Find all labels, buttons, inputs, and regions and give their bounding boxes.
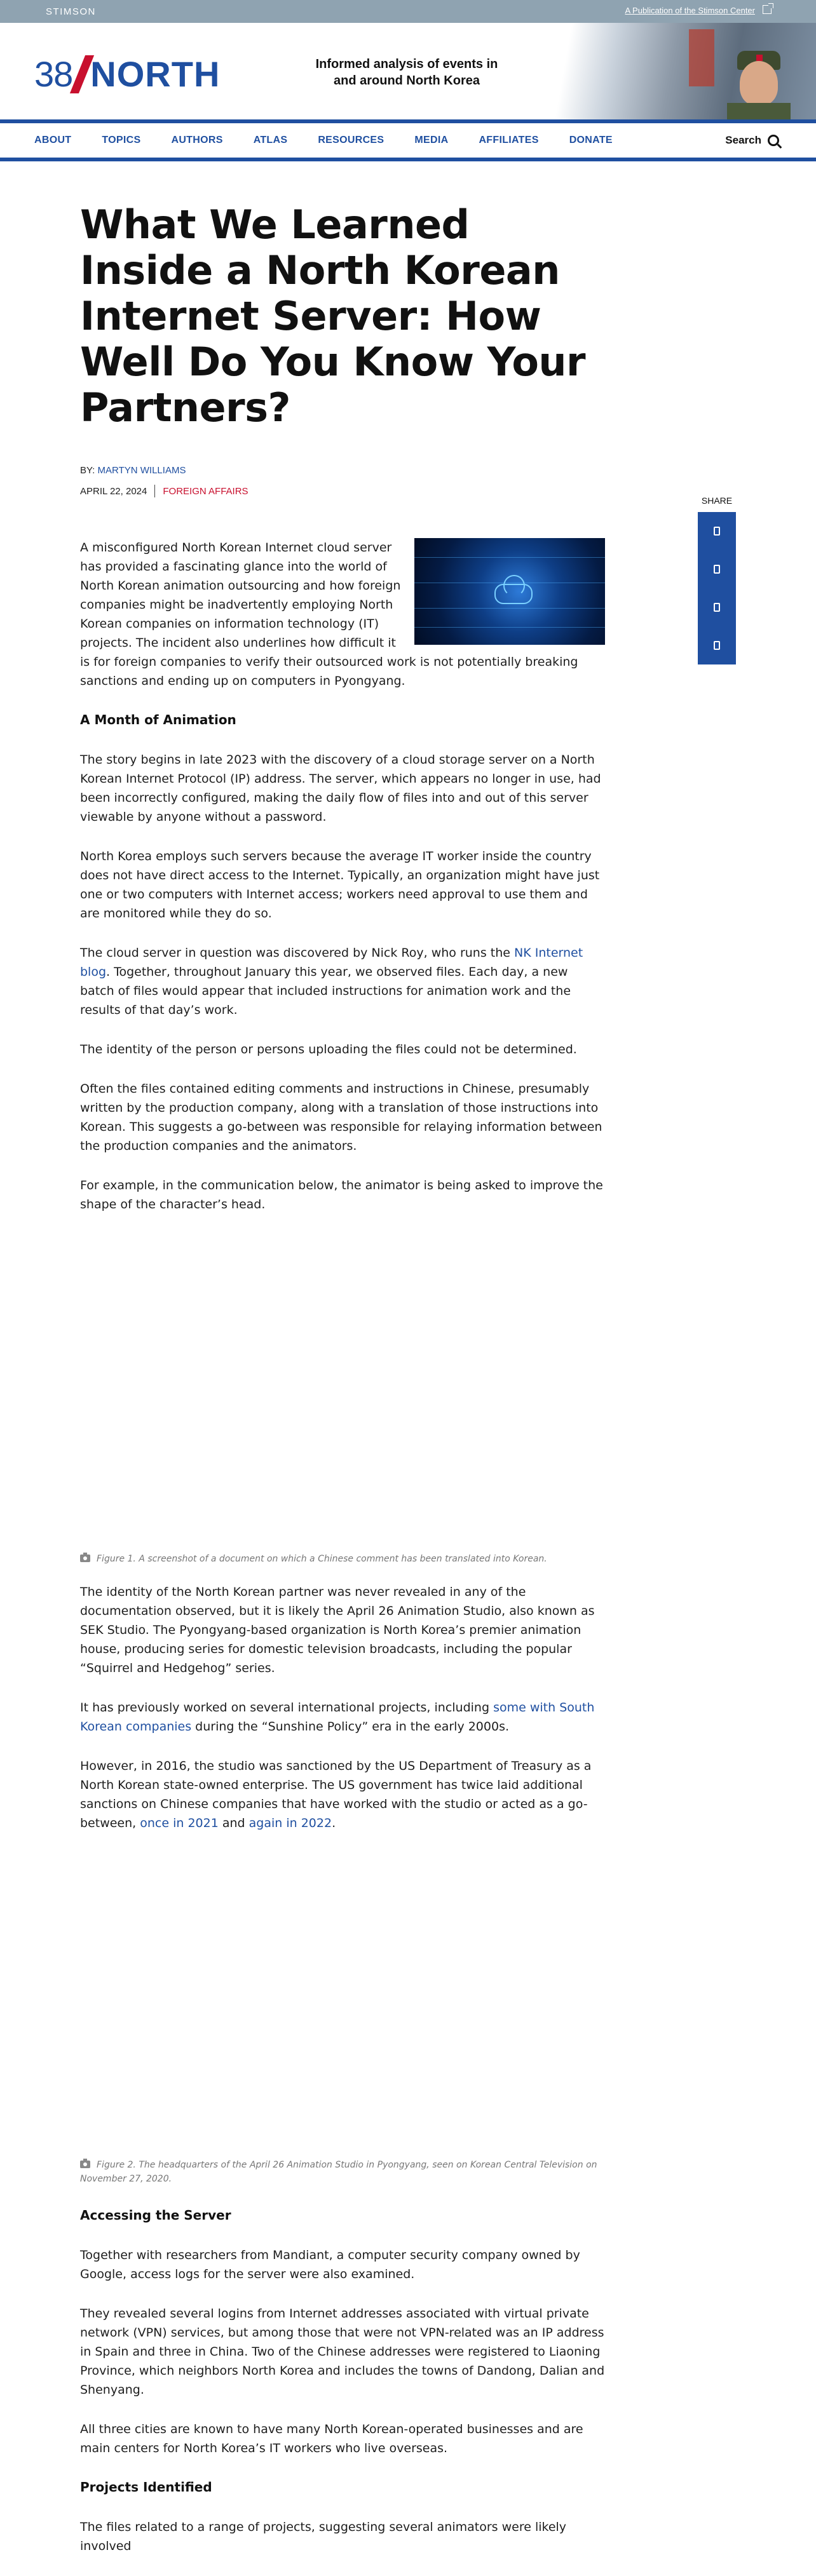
stimson-logo[interactable]: STIMSON: [46, 6, 96, 17]
share-label: SHARE: [701, 496, 733, 506]
paragraph: The identity of the person or persons uploading the files could not be determined.: [80, 1042, 577, 1056]
figure-2-caption: [80, 2158, 605, 2186]
share-bar: [698, 496, 736, 664]
share-email-button[interactable]: [698, 626, 736, 664]
sanctions-2021-link[interactable]: once in 2021: [140, 1816, 219, 1830]
paragraph-text: . Together, throughout January this year, we observed files. Each day, a new batch of files would appear that included instructions for animation work and the results of that day’s work.: [80, 965, 571, 1017]
nav-item-topics[interactable]: TOPICS: [102, 135, 141, 145]
logo-number: 38: [34, 54, 73, 94]
nk-internet-blog-link[interactable]: NK Internet blog: [80, 946, 583, 979]
byline-label: BY:: [80, 465, 95, 476]
search-button[interactable]: [725, 134, 779, 147]
figure-1-caption: [80, 1552, 605, 1566]
paragraph-text: It has previously worked on several international projects, including: [80, 1701, 494, 1715]
share-twitter-button[interactable]: [698, 550, 736, 588]
caption-text: Figure 1. A screenshot of a document on which a Chinese comment has been translated into Korean.: [97, 1554, 547, 1564]
cloud-icon: [489, 575, 534, 603]
paragraph: Together with researchers from Mandiant, a computer security company owned by Google, access logs for the server were also examined.: [80, 2248, 580, 2281]
paragraph: [80, 1698, 605, 1736]
site-tagline: Informed analysis of events in and around North Korea: [315, 57, 498, 88]
twitter-icon: [714, 565, 720, 574]
paragraph: They revealed several logins from Internet addresses associated with virtual private network (VPN) services, but among those that were not VPN-related was an IP address in Spain and three in China. Two of the Chinese addresses were registered to Liaoning Province, which neighbors North Korea and includes the towns of Dandong, Dalian and Shenyang.: [80, 2307, 605, 2397]
section-heading-projects: Projects Identified: [80, 2479, 212, 2495]
paragraph: [80, 943, 605, 1020]
section-heading-access: Accessing the Server: [80, 2208, 231, 2223]
paragraph: All three cities are known to have many North Korean-operated businesses and are main centers for North Korea’s IT workers who live overseas.: [80, 2422, 583, 2455]
nav-item-donate[interactable]: DONATE: [569, 135, 613, 145]
nav-item-affiliates[interactable]: AFFILIATES: [479, 135, 539, 145]
stimson-publication-link[interactable]: A Publication of the Stimson Center: [625, 6, 755, 15]
site-logo[interactable]: [34, 53, 220, 95]
camera-icon: [80, 2161, 90, 2168]
article-meta: [80, 485, 605, 497]
search-label: Search: [725, 134, 761, 146]
author-link[interactable]: MARTYN WILLIAMS: [97, 465, 186, 476]
byline: [80, 465, 605, 476]
email-icon: [714, 641, 720, 650]
header-photo: [536, 23, 816, 119]
paragraph: The story begins in late 2023 with the discovery of a cloud storage server on a North Korean Internet Protocol (IP) address. The server, which appears no longer in use, had been incorrectly configured, making the daily flow of files into and out of this server viewable by anyone without a password.: [80, 753, 601, 824]
lead-image: [414, 538, 605, 645]
paragraph: The identity of the North Korean partner was never revealed in any of the documentation observed, but it is likely the April 26 Animation Studio, also known as SEK Studio. The Pyongyang-based organization is North Korea’s premier animation house, producing series for domestic television broadcasts, including the popular “Squirrel and Hedgehog” series.: [80, 1585, 595, 1675]
camera-icon: [80, 1554, 90, 1562]
paragraph-text: during the “Sunshine Policy” era in the early 2000s.: [191, 1720, 510, 1734]
paragraph-text: .: [332, 1816, 336, 1830]
facebook-icon: [714, 527, 720, 536]
external-link-icon: [763, 5, 772, 14]
utility-bar: [0, 0, 816, 23]
south-korean-companies-link[interactable]: some with South Korean companies: [80, 1701, 595, 1734]
figure-1-image: [80, 1234, 605, 1552]
article-title: What We Learned Inside a North Korean Internet Server: How Well Do You Know Your Partners?: [80, 201, 586, 431]
site-header: [0, 23, 816, 119]
search-icon: [768, 135, 779, 146]
paragraph-text: However, in 2016, the studio was sanctioned by the US Department of Treasury as a North Korean state-owned enterprise. The US government has twice laid additional sanctions on Chinese companies that have worked with the studio or acted as a go-between,: [80, 1759, 592, 1830]
paragraph: [80, 1757, 605, 1833]
paragraph: The files related to a range of projects, suggesting several animators were likely involved: [80, 2520, 567, 2553]
nav-item-authors[interactable]: AUTHORS: [171, 135, 223, 145]
paragraph: For example, in the communication below, the animator is being asked to improve the shape of the character’s head.: [80, 1178, 603, 1211]
nav-item-atlas[interactable]: ATLAS: [253, 135, 288, 145]
figure-2-image: [80, 1853, 605, 2158]
main-nav: [0, 119, 816, 161]
lead-paragraph: A misconfigured North Korean Internet cloud server has provided a fascinating glance into the world of North Korean animation outsourcing and how foreign companies might be inadvertently employing North Korean companies on information technology (IT) projects. The incident also underlines how difficult it is for foreign companies to verify their outsourced work is not potentially breaking sanctions and ending up on computers in Pyongyang.: [80, 541, 578, 688]
linkedin-icon: [714, 603, 720, 612]
nav-item-media[interactable]: MEDIA: [414, 135, 449, 145]
lead-section: [80, 538, 605, 691]
paragraph: Often the files contained editing comments and instructions in Chinese, presumably written by the production company, along with a translation of those instructions into Korean. This suggests a go-between was responsible for relaying information between the production companies and the animators.: [80, 1082, 602, 1153]
paragraph-text: and: [218, 1816, 249, 1830]
logo-word: NORTH: [90, 54, 221, 94]
share-facebook-button[interactable]: [698, 512, 736, 550]
sanctions-2022-link[interactable]: again in 2022: [248, 1816, 332, 1830]
article: [80, 202, 605, 2576]
share-linkedin-button[interactable]: [698, 588, 736, 626]
topic-link[interactable]: FOREIGN AFFAIRS: [163, 485, 248, 497]
paragraph: North Korea employs such servers because the average IT worker inside the country does not have direct access to the Internet. Typically, an organization might have just one or two computers with Internet access; workers need approval to use them and are monitored while they do so.: [80, 849, 600, 920]
paragraph-text: The cloud server in question was discovered by Nick Roy, who runs the: [80, 946, 515, 960]
nav-item-resources[interactable]: RESOURCES: [318, 135, 384, 145]
nav-item-about[interactable]: ABOUT: [34, 135, 72, 145]
publish-date: APRIL 22, 2024: [80, 485, 147, 497]
section-heading-month: A Month of Animation: [80, 712, 236, 727]
meta-divider: [154, 485, 155, 497]
caption-text: Figure 2. The headquarters of the April 26 Animation Studio in Pyongyang, seen on Korean Central Television on November 27, 2020.: [80, 2160, 597, 2184]
